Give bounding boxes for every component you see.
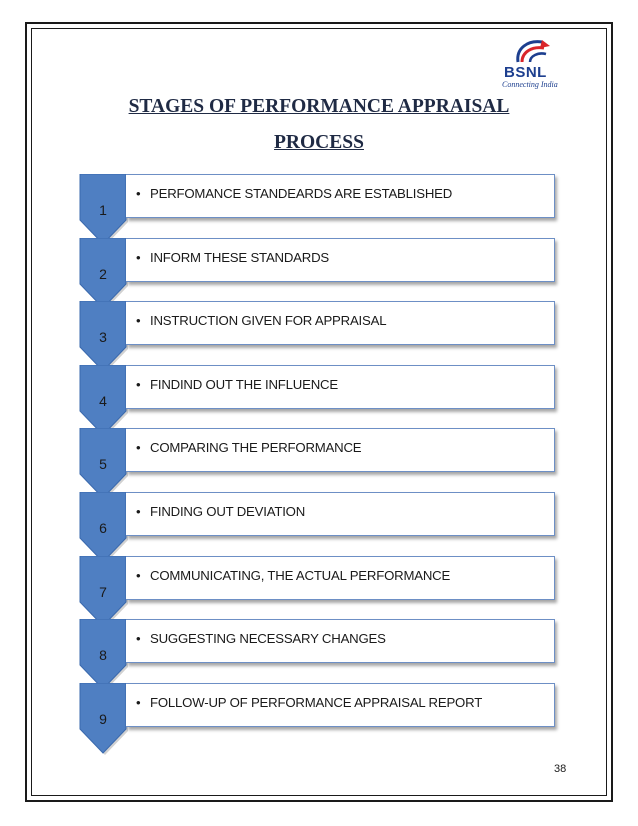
process-step: [0, 365, 638, 435]
logo-name: BSNL: [504, 64, 547, 81]
process-step: [0, 174, 638, 244]
step-text: SUGGESTING NECESSARY CHANGES: [150, 631, 386, 647]
step-number: 7: [99, 583, 107, 600]
step-text: COMPARING THE PERFORMANCE: [150, 440, 362, 456]
step-number: 1: [99, 202, 107, 218]
step-number: 9: [99, 710, 107, 727]
step-text-row: [136, 250, 548, 265]
step-text: FINDIND OUT THE INFLUENCE: [150, 376, 338, 392]
bullet-icon: •: [136, 631, 141, 647]
step-number: 5: [99, 456, 107, 473]
step-text-row: [136, 440, 548, 455]
process-step: [0, 238, 638, 308]
bullet-icon: •: [136, 376, 141, 392]
step-box: [126, 174, 555, 218]
process-step: [0, 301, 638, 371]
step-number: 6: [99, 520, 107, 536]
step-box: [126, 683, 555, 727]
logo-tagline: Connecting India: [502, 80, 558, 89]
step-number: 2: [99, 265, 107, 282]
process-step: [0, 428, 638, 498]
step-text: COMMUNICATING, THE ACTUAL PERFORMANCE: [150, 567, 451, 583]
bullet-icon: •: [136, 249, 141, 265]
bullet-icon: •: [136, 504, 141, 519]
bullet-icon: •: [136, 440, 141, 456]
bullet-icon: •: [136, 694, 141, 710]
page-number: 38: [554, 763, 567, 775]
step-number: 4: [99, 392, 107, 409]
step-text-row: [136, 186, 548, 201]
step-box: [126, 556, 555, 600]
step-text: PERFOMANCE STANDEARDS ARE ESTABLISHED: [150, 186, 453, 201]
page-title-line2: PROCESS: [274, 132, 364, 153]
step-text-row: [136, 695, 548, 710]
bullet-icon: •: [136, 186, 141, 201]
step-text: FINDING OUT DEVIATION: [150, 504, 306, 519]
step-text-row: [136, 377, 548, 392]
process-step: [0, 683, 638, 753]
process-step: [0, 492, 638, 562]
bullet-icon: •: [136, 313, 141, 329]
bullet-icon: •: [136, 567, 141, 583]
step-box: [126, 492, 555, 536]
process-step: [0, 619, 638, 689]
step-box: [126, 301, 555, 345]
step-text-row: [136, 313, 548, 328]
step-text: INSTRUCTION GIVEN FOR APPRAISAL: [150, 313, 387, 329]
step-box: [126, 619, 555, 663]
step-box: [126, 428, 555, 472]
step-number: 3: [99, 329, 107, 346]
page-title: STAGES OF PERFORMANCE APPRAISAL: [128, 96, 510, 117]
step-box: [126, 365, 555, 409]
step-text-row: [136, 631, 548, 646]
step-text-row: [136, 504, 548, 519]
step-text: FOLLOW-UP OF PERFORMANCE APPRAISAL REPORT: [150, 694, 483, 710]
step-number: 8: [99, 647, 107, 664]
step-text: INFORM THESE STANDARDS: [150, 249, 330, 265]
step-text-row: [136, 568, 548, 583]
step-box: [126, 238, 555, 282]
process-step: [0, 556, 638, 626]
